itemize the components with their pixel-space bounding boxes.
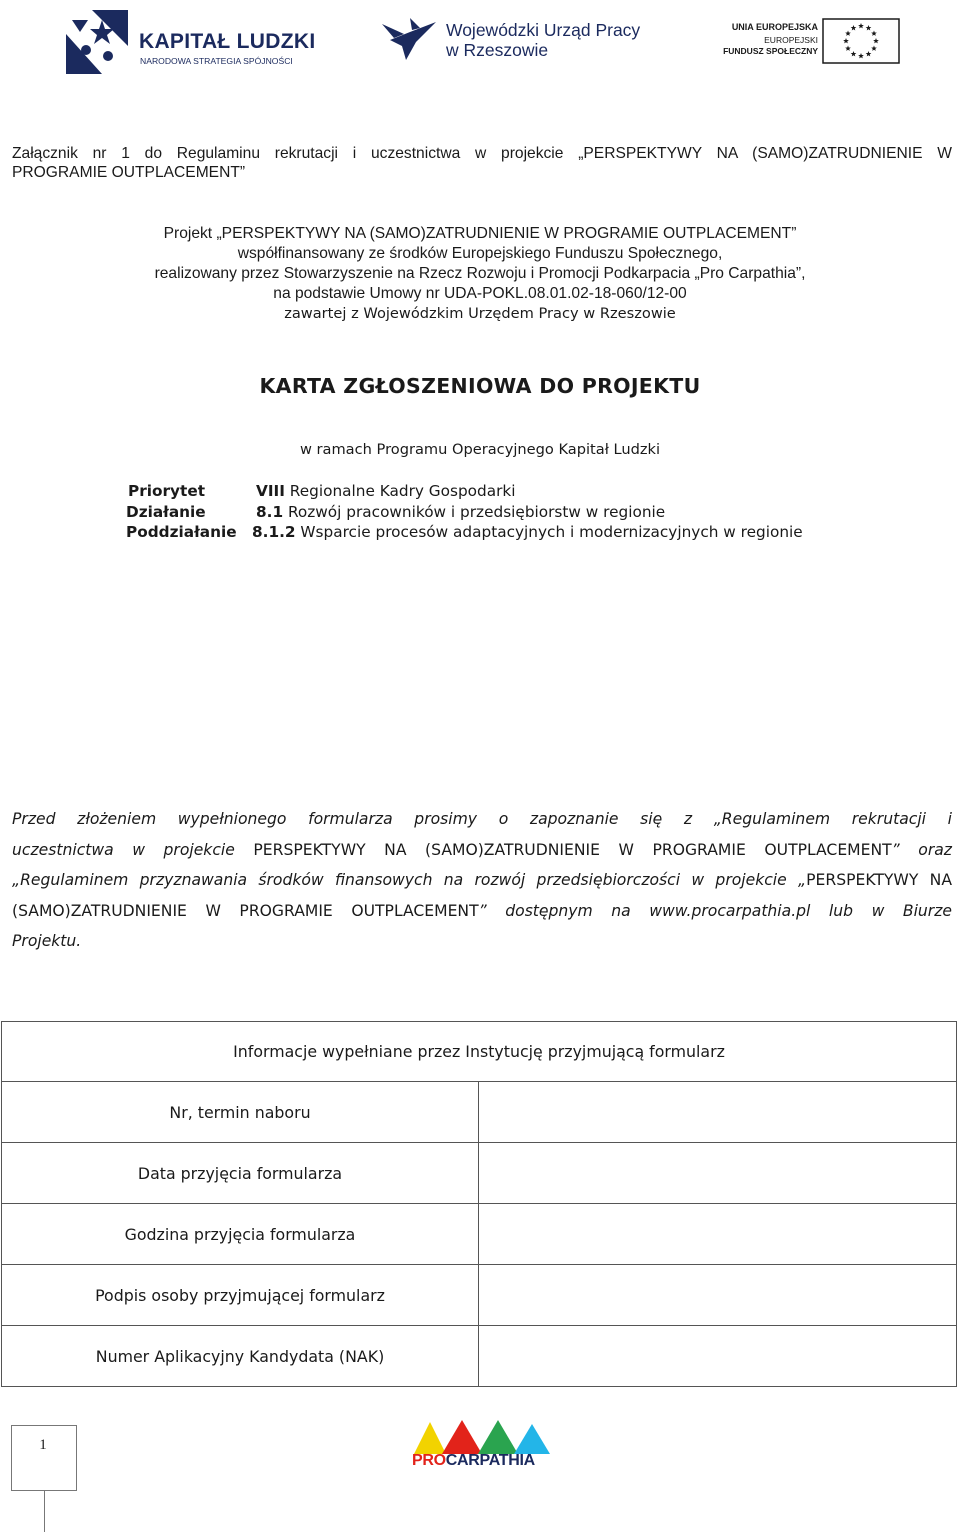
priority-label: Priorytet <box>128 482 206 500</box>
row-field-recruitment[interactable] <box>479 1082 957 1143</box>
row-field-date[interactable] <box>479 1143 957 1204</box>
page-number-divider <box>44 1490 45 1532</box>
eu-line-1: UNIA EUROPEJSKA <box>731 22 818 32</box>
institution-info-table <box>1 1021 957 1387</box>
row-label-nak: Numer Aplikacyjny Kandydata (NAK) <box>2 1326 479 1387</box>
row-label-recruitment: Nr, termin naboru <box>2 1082 479 1143</box>
row-label-time: Godzina przyjęcia formularza <box>2 1204 479 1265</box>
table-header: Informacje wypełniane przez Instytucję przyjmującą formularz <box>2 1022 957 1082</box>
procarpathia-triangles-icon <box>412 1420 552 1454</box>
page-number-box <box>11 1425 77 1491</box>
action-row <box>126 502 803 523</box>
procarpathia-logo <box>412 1420 552 1472</box>
intro-line-1: Przed złożeniem wypełnionego formularza prosimy o zapoznanie się z „Regulaminem rekrutacji i <box>12 810 952 828</box>
action-text: Rozwój pracowników i przedsiębiorstw w regionie <box>283 502 666 521</box>
subaction-row <box>126 522 803 543</box>
classification-block <box>126 481 803 543</box>
table-row <box>2 1082 957 1143</box>
eu-line-2: EUROPEJSKI <box>764 35 818 45</box>
eu-line-3: FUNDUSZ SPOŁECZNY <box>723 46 818 56</box>
project-line-2: współfinansowany ze środków Europejskiego Funduszu Społecznego, <box>237 245 723 262</box>
programme-line: w ramach Programu Operacyjnego Kapitał Ludzki <box>299 441 661 458</box>
subaction-text: Wsparcie procesów adaptacyjnych i modernizacyjnych w regionie <box>295 523 803 541</box>
eu-logo <box>720 18 900 64</box>
wup-emblem-icon <box>380 14 438 64</box>
eu-flag-icon <box>822 18 900 64</box>
page-number: 1 <box>39 1437 47 1453</box>
table-row <box>2 1204 957 1265</box>
row-label-date: Data przyjęcia formularza <box>2 1143 479 1204</box>
procarpathia-pro: PRO <box>412 1452 446 1469</box>
project-line-3: realizowany przez Stowarzyszenie na Rzecz Rozwoju i Promocji Podkarpacia „Pro Carpathia”, <box>154 265 806 282</box>
subaction-label: Poddziałanie <box>126 523 237 541</box>
table-row <box>2 1143 957 1204</box>
attachment-line-2: PROGRAMIE OUTPLACEMENT” <box>12 164 246 181</box>
subaction-code: 8.1.2 <box>252 523 296 541</box>
wup-line-1: Wojewódzki Urząd Pracy <box>446 20 641 40</box>
table-row <box>2 1265 957 1326</box>
procarpathia-wordmark <box>412 1452 535 1470</box>
page-title: KARTA ZGŁOSZENIOWA DO PROJEKTU <box>259 374 701 398</box>
priority-code: VIII <box>256 482 285 500</box>
row-label-signature: Podpis osoby przyjmującej formularz <box>2 1265 479 1326</box>
contract-line: zawartej z Wojewódzkim Urzędem Pracy w Rzeszowie <box>284 305 676 322</box>
procarpathia-carpathia: CARPATHIA <box>445 1452 535 1469</box>
project-line-4: na podstawie Umowy nr UDA-POKL.08.01.02-18-060/12-00 <box>273 285 687 302</box>
kapital-ludzki-logo <box>62 6 316 78</box>
kapital-ludzki-emblem-icon <box>62 6 134 78</box>
intro-line-2: uczestnictwa w projekcie PERSPEKTYWY NA (SAMO)ZATRUDNIENIE W PROGRAMIE OUTPLACEMENT” oraz <box>12 840 952 859</box>
intro-line-3: „Regulaminem przyznawania środków finansowych na rozwój przedsiębiorczości w projekcie „PERSPEKTYWY NA <box>12 871 952 889</box>
wup-line-2: w Rzeszowie <box>446 40 549 60</box>
intro-paragraph <box>12 804 952 957</box>
row-field-signature[interactable] <box>479 1265 957 1326</box>
project-line-1: Projekt „PERSPEKTYWY NA (SAMO)ZATRUDNIENIE W PROGRAMIE OUTPLACEMENT” <box>163 225 797 242</box>
wup-logo <box>380 14 640 64</box>
row-field-time[interactable] <box>479 1204 957 1265</box>
table-row <box>2 1326 957 1387</box>
intro-line-5: Projektu. <box>12 932 82 950</box>
priority-text: Regionalne Kadry Gospodarki <box>284 482 516 500</box>
kapital-ludzki-title: KAPITAŁ LUDZKI <box>139 30 316 53</box>
action-code: 8.1 <box>256 502 284 521</box>
attachment-line-1: Załącznik nr 1 do Regulaminu rekrutacji i uczestnictwa w projekcie „PERSPEKTYWY NA (SAMO)ZATRUDNIENIE W <box>12 145 952 162</box>
priority-row <box>126 481 803 502</box>
kapital-ludzki-subtitle: NARODOWA STRATEGIA SPÓJNOŚCI <box>140 56 293 66</box>
action-label: Działanie <box>126 502 206 521</box>
intro-line-4: (SAMO)ZATRUDNIENIE W PROGRAMIE OUTPLACEMENT” dostępnym na www.procarpathia.pl lub w Biurze <box>12 901 952 920</box>
row-field-nak[interactable] <box>479 1326 957 1387</box>
